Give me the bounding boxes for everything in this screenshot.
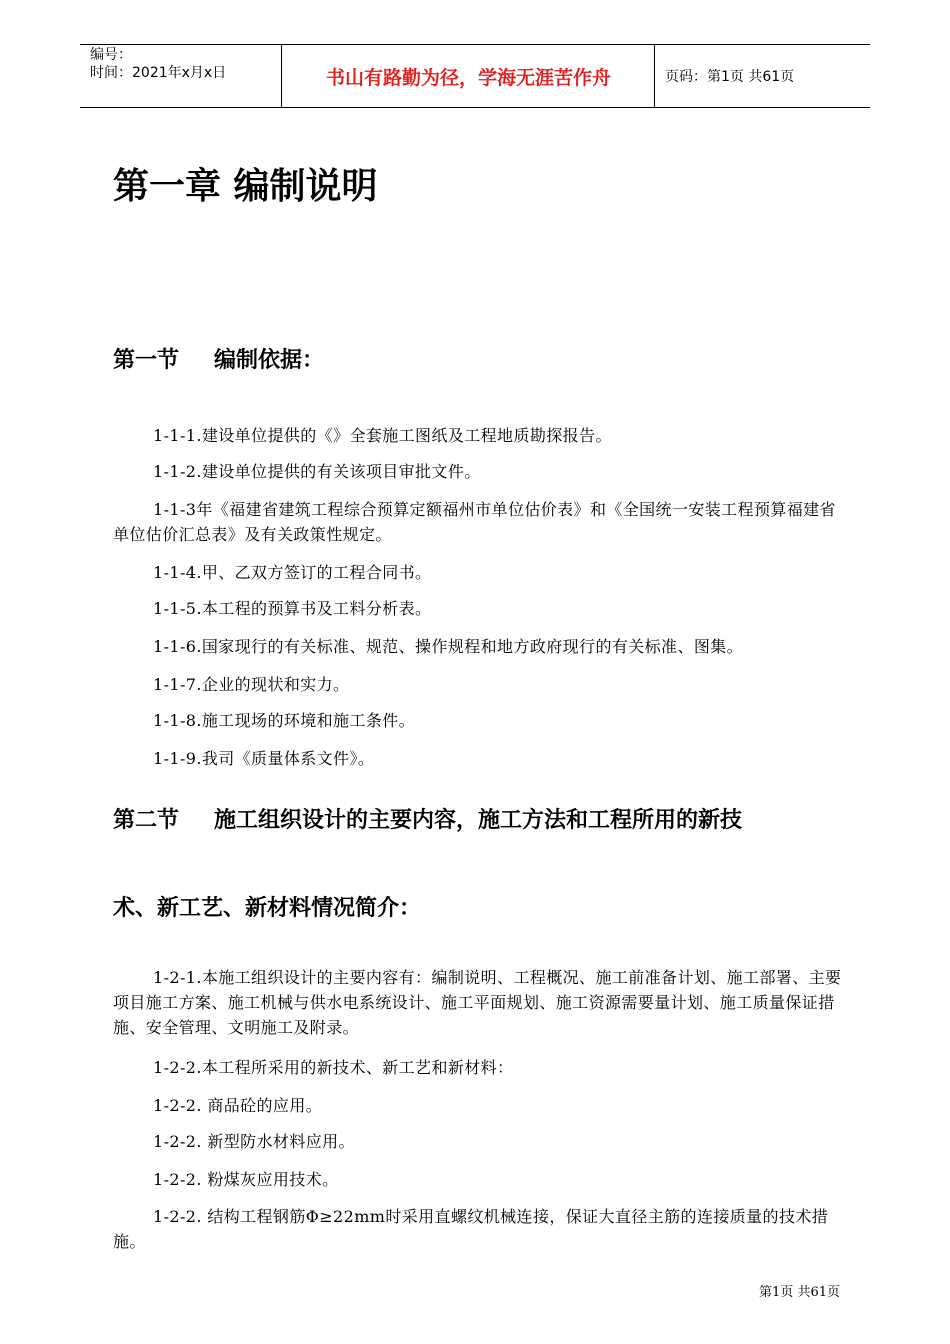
document-code-label: 编号： (90, 47, 132, 63)
section-2-heading (113, 803, 742, 834)
section-1-title: 编制依据： (214, 348, 325, 373)
header-meta (90, 46, 226, 82)
content-item: 1-2-2. 商品砼的应用。 (153, 1096, 323, 1115)
basis-item: 1-1-1.建设单位提供的《》全套施工图纸及工程地质勘探报告。 (153, 426, 612, 445)
basis-item: 1-1-9.我司《质量体系文件》。 (153, 749, 375, 768)
section-2-number: 第二节 (113, 808, 180, 833)
section-1-heading (113, 343, 324, 374)
chapter-title: 第一章 编制说明 (113, 166, 378, 207)
content-item: 1-2-2. 结构工程钢筋Φ≥22mm时采用直螺纹机械连接，保证大直径主筋的连接质量的技术措施。 (113, 1207, 829, 1251)
content-item: 1-2-2.本工程所采用的新技术、新工艺和新材料： (153, 1058, 514, 1077)
document-time: 时间：2021年x月x日 (90, 65, 227, 81)
section-2-heading-continued: 术、新工艺、新材料情况简介： (113, 896, 422, 921)
basis-item: 1-1-8.施工现场的环境和施工条件。 (153, 711, 416, 730)
basis-item: 1-1-6.国家现行的有关标准、规范、操作规程和地方政府现行的有关标准、图集。 (153, 637, 744, 656)
section-1-number: 第一节 (113, 348, 180, 373)
section-2-title-line1: 施工组织设计的主要内容，施工方法和工程所用的新技 (214, 808, 743, 833)
header-motto: 书山有路勤为径，学海无涯苦作舟 (325, 67, 611, 89)
content-item: 1-2-2. 粉煤灰应用技术。 (153, 1170, 339, 1189)
basis-item: 1-1-3年《福建省建筑工程综合预算定额福州市单位估价表》和《全国统一安装工程预算福建省单位估价汇总表》及有关政策性规定。 (113, 500, 836, 544)
basis-item: 1-1-7.企业的现状和实力。 (153, 675, 350, 694)
header-page-info: 页码：第1页 共61页 (665, 69, 795, 85)
content-item: 1-2-2. 新型防水材料应用。 (153, 1132, 355, 1151)
page-header (80, 44, 870, 108)
header-divider (654, 45, 655, 107)
page-footer: 第1页 共61页 (759, 1285, 840, 1300)
basis-item: 1-1-2.建设单位提供的有关该项目审批文件。 (153, 462, 481, 481)
header-divider (281, 45, 282, 107)
basis-item: 1-1-5.本工程的预算书及工料分析表。 (153, 599, 432, 618)
content-item: 1-2-1.本施工组织设计的主要内容有：编制说明、工程概况、施工前准备计划、施工部署、主要项目施工方案、施工机械与供水电系统设计、施工平面规划、施工资源需要量计划、施工质量保证措施、安全管理、文明施工及附录。 (113, 968, 842, 1037)
basis-item: 1-1-4.甲、乙双方签订的工程合同书。 (153, 563, 432, 582)
